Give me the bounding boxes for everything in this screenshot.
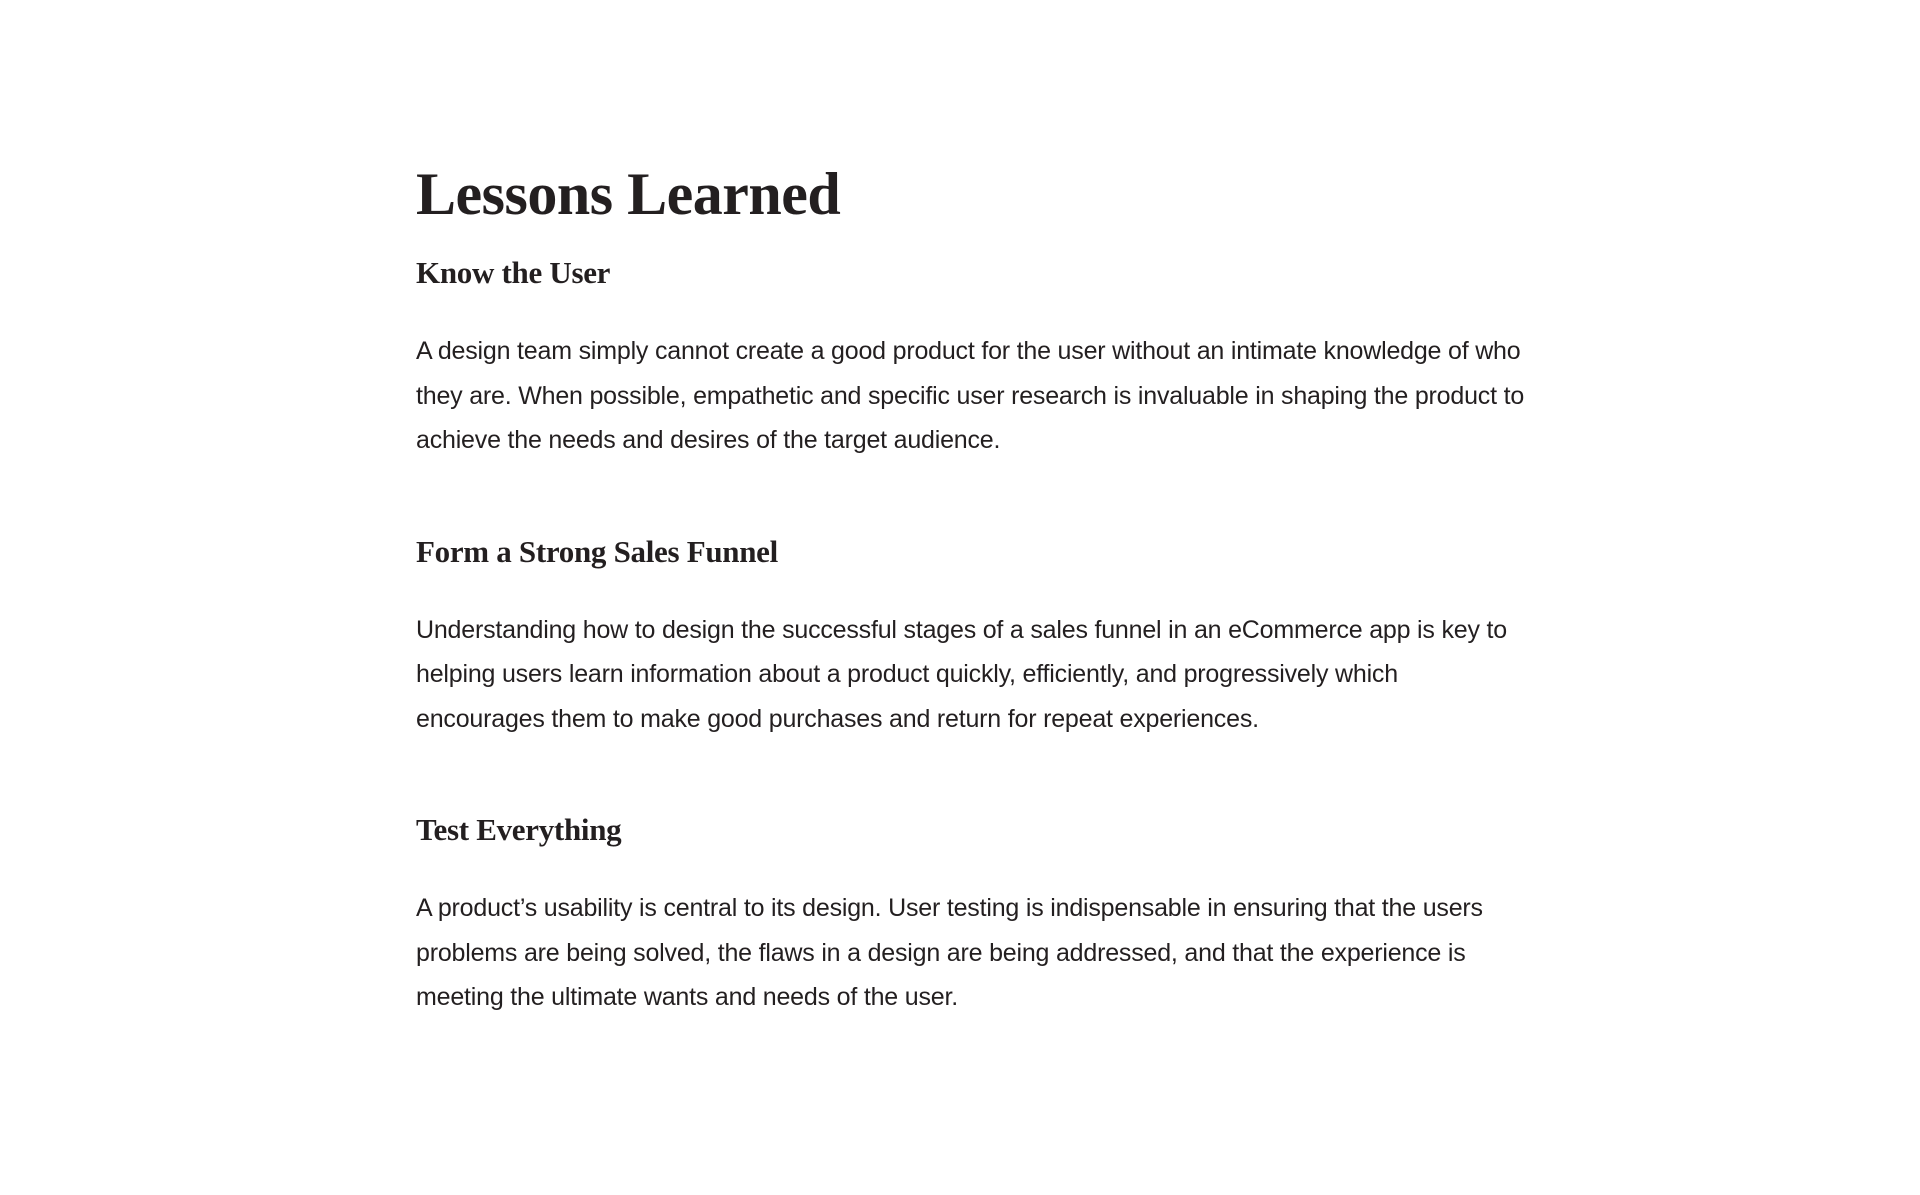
- section-heading: Form a Strong Sales Funnel: [416, 533, 778, 569]
- section-body: Understanding how to design the successful stages of a sales funnel in an eCommerce app is key to helping users learn information about a product quickly, efficiently, and progressively which encourages them to make good purchases and return for repeat experiences.: [416, 615, 1507, 733]
- section-body: A design team simply cannot create a good product for the user without an intimate knowledge of who they are. When possible, empathetic and specific user research is invaluable in shaping the product to achieve the needs and desires of the target audience.: [416, 337, 1525, 454]
- lessons-learned-article: [416, 158, 1526, 1020]
- section-heading: Test Everything: [416, 812, 622, 847]
- section-sales-funnel: [416, 533, 1526, 742]
- section-heading: Know the User: [416, 255, 611, 290]
- section-know-the-user: [416, 254, 1526, 463]
- section-body: A product’s usability is central to its design. User testing is indispensable in ensuring that the users problems are being solved, the flaws in a design are being addressed, and that the experience is meeting the ultimate wants and needs of the user.: [416, 894, 1483, 1011]
- page-title: Lessons Learned: [416, 161, 841, 227]
- section-test-everything: [416, 811, 1526, 1020]
